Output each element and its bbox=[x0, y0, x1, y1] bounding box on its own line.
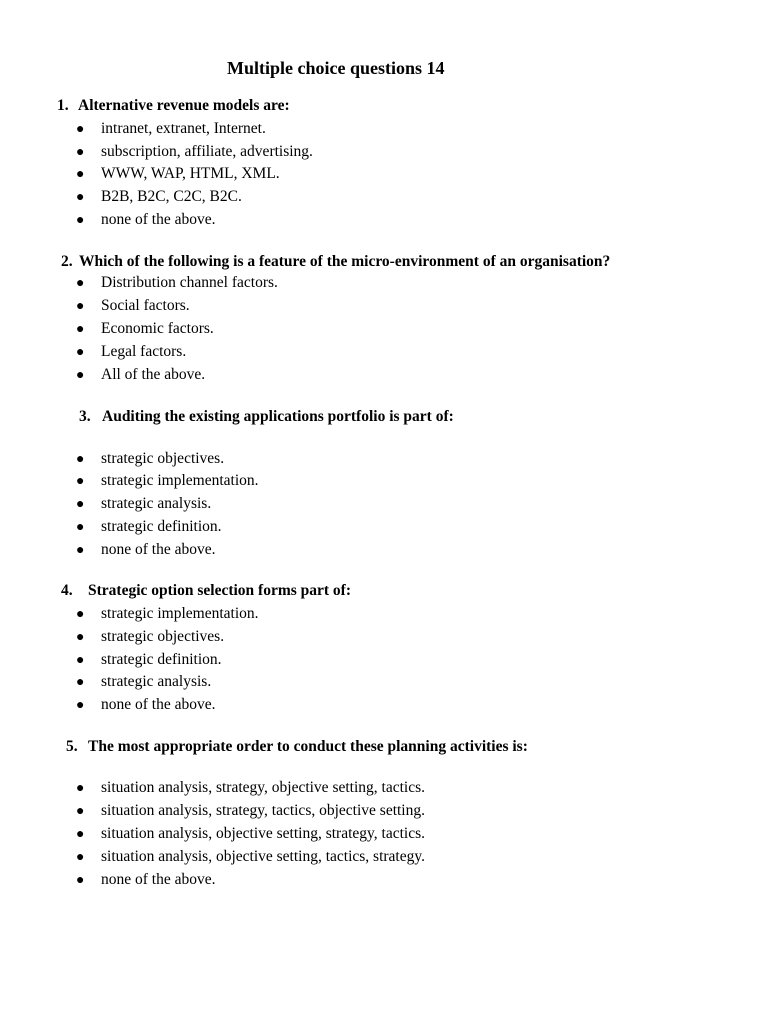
option-item bbox=[76, 494, 211, 514]
option-text: strategic implementation. bbox=[101, 605, 259, 622]
bullet-icon: ● bbox=[76, 299, 85, 314]
option-text: Economic factors. bbox=[101, 320, 214, 337]
option-text: strategic implementation. bbox=[101, 472, 259, 489]
bullet-icon: ● bbox=[76, 213, 85, 228]
option-item bbox=[76, 627, 224, 647]
bullet-icon: ● bbox=[76, 827, 85, 842]
bullet-icon: ● bbox=[76, 781, 85, 796]
option-text: none of the above. bbox=[101, 541, 216, 558]
question-number: 5. bbox=[66, 738, 78, 755]
option-item bbox=[76, 801, 425, 821]
option-text: strategic analysis. bbox=[101, 495, 212, 512]
bullet-icon: ● bbox=[76, 167, 85, 182]
option-text: WWW, WAP, HTML, XML. bbox=[101, 165, 280, 182]
option-item bbox=[76, 449, 224, 469]
bullet-icon: ● bbox=[76, 675, 85, 690]
option-item bbox=[76, 604, 259, 624]
option-text: situation analysis, objective setting, strategy, tactics. bbox=[101, 825, 425, 842]
option-text: situation analysis, strategy, objective setting, tactics. bbox=[101, 779, 425, 796]
option-item bbox=[76, 319, 214, 339]
option-item bbox=[76, 164, 280, 184]
option-text: Distribution channel factors. bbox=[101, 274, 278, 291]
option-item bbox=[76, 672, 211, 692]
bullet-icon: ● bbox=[76, 804, 85, 819]
bullet-icon: ● bbox=[76, 122, 85, 137]
bullet-icon: ● bbox=[76, 345, 85, 360]
option-item bbox=[76, 210, 216, 230]
question-3 bbox=[79, 408, 454, 426]
bullet-icon: ● bbox=[76, 543, 85, 558]
option-text: strategic definition. bbox=[101, 518, 222, 535]
option-text: none of the above. bbox=[101, 696, 216, 713]
option-item bbox=[76, 517, 222, 537]
question-number: 3. bbox=[79, 408, 91, 425]
bullet-icon: ● bbox=[76, 190, 85, 205]
option-item bbox=[76, 296, 190, 316]
question-text: Alternative revenue models are: bbox=[78, 97, 290, 114]
bullet-icon: ● bbox=[76, 607, 85, 622]
question-text: The most appropriate order to conduct these planning activities is: bbox=[88, 738, 528, 755]
option-item bbox=[76, 540, 216, 560]
bullet-icon: ● bbox=[76, 873, 85, 888]
bullet-icon: ● bbox=[76, 653, 85, 668]
option-text: strategic objectives. bbox=[101, 450, 225, 467]
question-4 bbox=[61, 582, 351, 600]
option-item bbox=[76, 870, 216, 890]
option-item bbox=[76, 471, 259, 491]
bullet-icon: ● bbox=[76, 276, 85, 291]
option-item bbox=[76, 142, 313, 162]
bullet-icon: ● bbox=[76, 322, 85, 337]
question-5 bbox=[66, 738, 528, 756]
bullet-icon: ● bbox=[76, 698, 85, 713]
question-2 bbox=[61, 253, 610, 271]
option-text: situation analysis, objective setting, tactics, strategy. bbox=[101, 848, 425, 865]
option-text: strategic analysis. bbox=[101, 673, 212, 690]
option-text: situation analysis, strategy, tactics, objective setting. bbox=[101, 802, 425, 819]
bullet-icon: ● bbox=[76, 520, 85, 535]
bullet-icon: ● bbox=[76, 630, 85, 645]
option-text: subscription, affiliate, advertising. bbox=[101, 143, 313, 160]
option-text: B2B, B2C, C2C, B2C. bbox=[101, 188, 242, 205]
bullet-icon: ● bbox=[76, 850, 85, 865]
option-item bbox=[76, 824, 425, 844]
option-text: none of the above. bbox=[101, 211, 216, 228]
page-title: Multiple choice questions 14 bbox=[227, 58, 445, 78]
option-item bbox=[76, 778, 425, 798]
option-text: intranet, extranet, Internet. bbox=[101, 120, 266, 137]
question-text: Strategic option selection forms part of: bbox=[88, 582, 352, 599]
question-number: 4. bbox=[61, 582, 73, 599]
question-text: Auditing the existing applications portfolio is part of: bbox=[102, 408, 454, 425]
option-item bbox=[76, 695, 216, 715]
question-text: Which of the following is a feature of the micro-environment of an organisation? bbox=[79, 253, 611, 270]
option-item bbox=[76, 650, 222, 670]
option-text: none of the above. bbox=[101, 871, 216, 888]
option-item bbox=[76, 119, 266, 139]
bullet-icon: ● bbox=[76, 452, 85, 467]
bullet-icon: ● bbox=[76, 497, 85, 512]
bullet-icon: ● bbox=[76, 474, 85, 489]
bullet-icon: ● bbox=[76, 368, 85, 383]
question-1 bbox=[57, 97, 290, 115]
option-item bbox=[76, 187, 242, 207]
option-item bbox=[76, 273, 278, 293]
option-text: Legal factors. bbox=[101, 343, 187, 360]
option-text: Social factors. bbox=[101, 297, 190, 314]
option-item bbox=[76, 847, 425, 867]
question-number: 1. bbox=[57, 97, 69, 114]
question-number: 2. bbox=[61, 253, 73, 270]
option-item bbox=[76, 342, 186, 362]
bullet-icon: ● bbox=[76, 145, 85, 160]
option-text: strategic objectives. bbox=[101, 628, 225, 645]
option-text: strategic definition. bbox=[101, 651, 222, 668]
option-text: All of the above. bbox=[101, 366, 206, 383]
option-item bbox=[76, 365, 205, 385]
